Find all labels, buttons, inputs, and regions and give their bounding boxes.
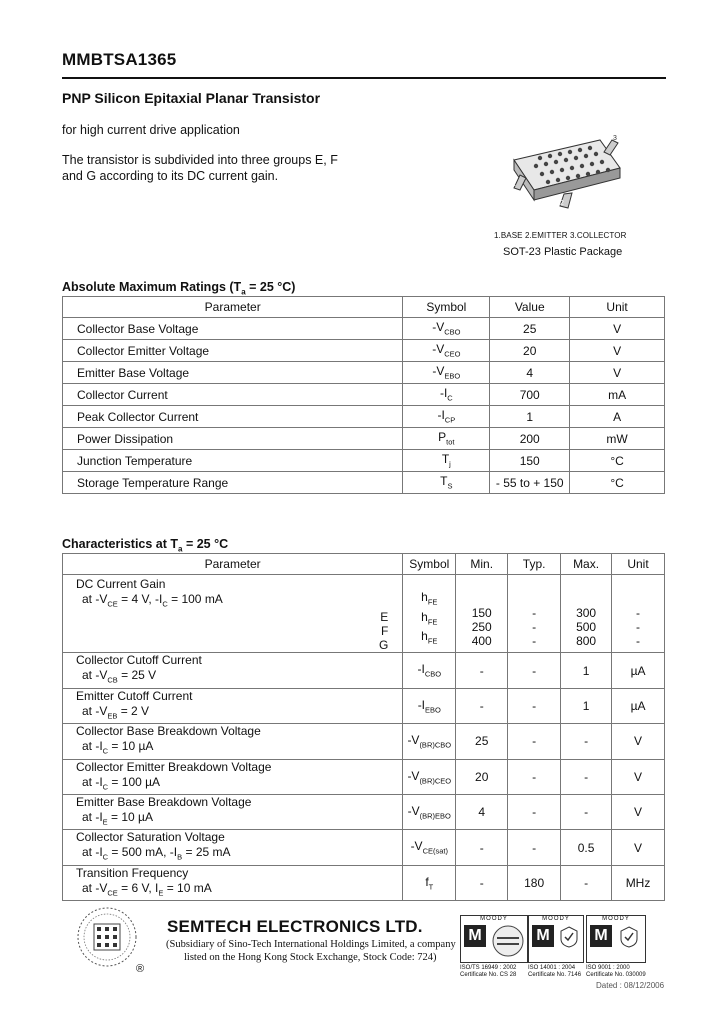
company-note-line1: (Subsidiary of Sino-Tech International Holdings Limited, a company — [166, 939, 456, 950]
grouping-text: The transistor is subdivided into three groups E, F and G according to its DC current gain. — [62, 153, 338, 183]
dated-text: Dated : 08/12/2006 — [596, 981, 665, 990]
table-header-row — [63, 297, 665, 318]
package-name: SOT-23 Plastic Package — [503, 246, 623, 258]
col-header: Typ. — [508, 554, 561, 575]
table-header-row — [63, 554, 665, 575]
unit-cell: µA — [612, 653, 665, 688]
table-row — [63, 384, 665, 406]
dc-gain-min: 150 250 400 — [456, 575, 508, 653]
col-header: Parameter — [63, 297, 403, 318]
max-cell: - — [561, 759, 612, 794]
symbol-cell: $-V_{(BR)EBO}$ — [403, 794, 456, 829]
param-cell: Emitter Base Voltage — [63, 362, 403, 384]
unit-cell: V — [612, 794, 665, 829]
symbol-cell: $-V_{EBO}$ — [403, 362, 490, 384]
min-cell: - — [456, 865, 508, 900]
param-cell: Junction Temperature — [63, 450, 403, 472]
param-cell: Collector Cutoff Current at $-V_{CB} = 25$ V — [63, 653, 403, 688]
max-cell: 0.5 — [561, 830, 612, 865]
min-cell: - — [456, 830, 508, 865]
unit-cell: °C — [570, 450, 665, 472]
gain-group-letters-col — [76, 610, 402, 652]
min-cell: 4 — [456, 794, 508, 829]
semtech-logo-icon — [76, 906, 138, 968]
typ-cell: - — [508, 688, 561, 723]
symbol-cell: $-V_{CBO}$ — [403, 318, 490, 340]
param-cell: Collector Base Breakdown Voltage at $-I_C = 10$ µA — [63, 724, 403, 759]
table-row — [63, 794, 665, 829]
unit-cell: V — [570, 340, 665, 362]
param-cell: Collector Saturation Voltage at $-I_C = 500$ mA, $-I_B = 25$ mA — [63, 830, 403, 865]
max-cell: - — [561, 794, 612, 829]
characteristics-table — [62, 553, 665, 901]
max-cell: - — [561, 724, 612, 759]
symbol-cell: $T_S$ — [403, 472, 490, 494]
value-cell: 150 — [490, 450, 570, 472]
value-cell: 4 — [490, 362, 570, 384]
min-cell: - — [456, 688, 508, 723]
value-cell: 1 — [490, 406, 570, 428]
unit-cell: °C — [570, 472, 665, 494]
table-row — [63, 472, 665, 494]
typ-cell: - — [508, 830, 561, 865]
dc-gain-conditions: at $-V_{CE} = 4$ V, $-I_C = 100$ mA — [82, 592, 223, 609]
min-cell: - — [456, 653, 508, 688]
table-row — [63, 340, 665, 362]
ukas-mark-icon — [619, 926, 639, 948]
gain-group-e: E — [380, 610, 389, 625]
table-row — [63, 362, 665, 384]
symbol-cell: $-V_{(BR)CEO}$ — [403, 759, 456, 794]
application-text: for high current drive application — [62, 123, 240, 137]
param-cell: Emitter Base Breakdown Voltage at $-I_E = 10$ µA — [63, 794, 403, 829]
typ-cell: - — [508, 724, 561, 759]
cert-badge-1: MOODY M ISO/TS 16949 : 2002 Certificate No. CS 28 — [460, 915, 528, 979]
table-row — [63, 450, 665, 472]
col-header: Parameter — [63, 554, 403, 575]
unit-cell: V — [570, 318, 665, 340]
dc-gain-max: 300 500 800 — [561, 575, 612, 653]
unit-cell: V — [612, 724, 665, 759]
symbol-cell: $-I_{CP}$ — [403, 406, 490, 428]
typ-cell: - — [508, 759, 561, 794]
col-header: Max. — [561, 554, 612, 575]
dc-gain-name: DC Current Gain — [76, 577, 166, 591]
device-description: PNP Silicon Epitaxial Planar Transistor — [62, 90, 321, 106]
abs-max-table — [62, 296, 665, 494]
param-cell: Collector Emitter Voltage — [63, 340, 403, 362]
unit-cell: mA — [570, 384, 665, 406]
dc-gain-unit: - - - — [612, 575, 665, 653]
abs-max-title: Absolute Maximum Ratings ($T_a = 25$ °C) — [62, 280, 296, 297]
unit-cell: V — [612, 830, 665, 865]
symbol-cell: $-V_{CE(sat)}$ — [403, 830, 456, 865]
typ-cell: - — [508, 653, 561, 688]
table-row — [63, 865, 665, 900]
pin-label-3: 3 — [613, 135, 617, 142]
value-cell: 25 — [490, 318, 570, 340]
col-header: Symbol — [403, 297, 490, 318]
table-row — [63, 759, 665, 794]
max-cell: 1 — [561, 688, 612, 723]
param-cell: Transition Frequency at $-V_{CE} = 6$ V, $I_E = 10$ mA — [63, 865, 403, 900]
param-cell: Power Dissipation — [63, 428, 403, 450]
cert-badge-3: MOODY M ISO 9001 : 2000 Certificate No. 030009 — [586, 916, 646, 978]
moody-badge-icon: MOODY M — [528, 915, 584, 963]
table-row-dc-gain — [63, 575, 665, 653]
param-cell: Collector Base Voltage — [63, 318, 403, 340]
param-cell: Peak Collector Current — [63, 406, 403, 428]
company-note-line2: listed on the Hong Kong Stock Exchange, Stock Code: 724) — [184, 952, 437, 963]
moody-badge-icon: MOODY M — [586, 915, 646, 963]
symbol-cell: $-I_{CBO}$ — [403, 653, 456, 688]
company-name: SEMTECH ELECTRONICS LTD. — [167, 917, 423, 936]
symbol-cell: $f_T$ — [403, 865, 456, 900]
cert-badge-2: MOODY M ISO 14001 : 2004 Certificate No. 7146 — [528, 915, 584, 979]
unit-cell: mW — [570, 428, 665, 450]
gain-group-f: F — [380, 624, 389, 639]
pin-label-2: 2 — [560, 200, 564, 207]
unit-cell: V — [570, 362, 665, 384]
table-row — [63, 653, 665, 688]
symbol-cell: $T_j$ — [403, 450, 490, 472]
param-cell: Emitter Cutoff Current at $-V_{EB} = 2$ V — [63, 688, 403, 723]
col-header: Unit — [612, 554, 665, 575]
unit-cell: V — [612, 759, 665, 794]
col-header: Value — [490, 297, 570, 318]
value-cell: 700 — [490, 384, 570, 406]
pin-caption: 1.BASE 2.EMITTER 3.COLLECTOR — [494, 231, 627, 240]
registered-mark: ® — [136, 963, 145, 975]
value-cell: - 55 to + 150 — [490, 472, 570, 494]
param-cell: Storage Temperature Range — [63, 472, 403, 494]
sot23-package-image — [500, 130, 630, 220]
dc-gain-typ: - - - — [508, 575, 561, 653]
typ-cell: 180 — [508, 865, 561, 900]
col-header: Min. — [456, 554, 508, 575]
min-cell: 25 — [456, 724, 508, 759]
ukas-mark-icon — [559, 926, 579, 948]
min-cell: 20 — [456, 759, 508, 794]
symbol-cell: $-V_{CEO}$ — [403, 340, 490, 362]
table-row — [63, 406, 665, 428]
unit-cell: A — [570, 406, 665, 428]
moody-badge-icon: MOODY M — [460, 915, 528, 963]
unit-cell: µA — [612, 688, 665, 723]
table-row — [63, 724, 665, 759]
table-row — [63, 318, 665, 340]
pin-label-1: 1 — [512, 181, 516, 188]
symbol-cell: $-I_{EBO}$ — [403, 688, 456, 723]
max-cell: 1 — [561, 653, 612, 688]
characteristics-title: Characteristics at $T_a = 25$ °C — [62, 537, 229, 554]
col-header: Unit — [570, 297, 665, 318]
symbol-cell: $-V_{(BR)CBO}$ — [403, 724, 456, 759]
max-cell: - — [561, 865, 612, 900]
symbol-cell: $-I_C$ — [403, 384, 490, 406]
zert-seal-icon — [489, 924, 527, 958]
typ-cell: - — [508, 794, 561, 829]
unit-cell: MHz — [612, 865, 665, 900]
col-header: Symbol — [403, 554, 456, 575]
table-row — [63, 830, 665, 865]
value-cell: 20 — [490, 340, 570, 362]
dc-gain-symbols: $h_{FE}$ $h_{FE}$ $h_{FE}$ — [403, 575, 456, 653]
dc-gain-param-cell — [63, 575, 403, 653]
param-cell: Collector Current — [63, 384, 403, 406]
table-row — [63, 688, 665, 723]
symbol-cell: $P_{tot}$ — [403, 428, 490, 450]
gain-group-g: G — [378, 638, 389, 653]
table-row — [63, 428, 665, 450]
header-rule — [62, 77, 666, 79]
value-cell: 200 — [490, 428, 570, 450]
part-number: MMBTSA1365 — [62, 50, 177, 69]
param-cell: Collector Emitter Breakdown Voltage at $-I_C = 100$ µA — [63, 759, 403, 794]
